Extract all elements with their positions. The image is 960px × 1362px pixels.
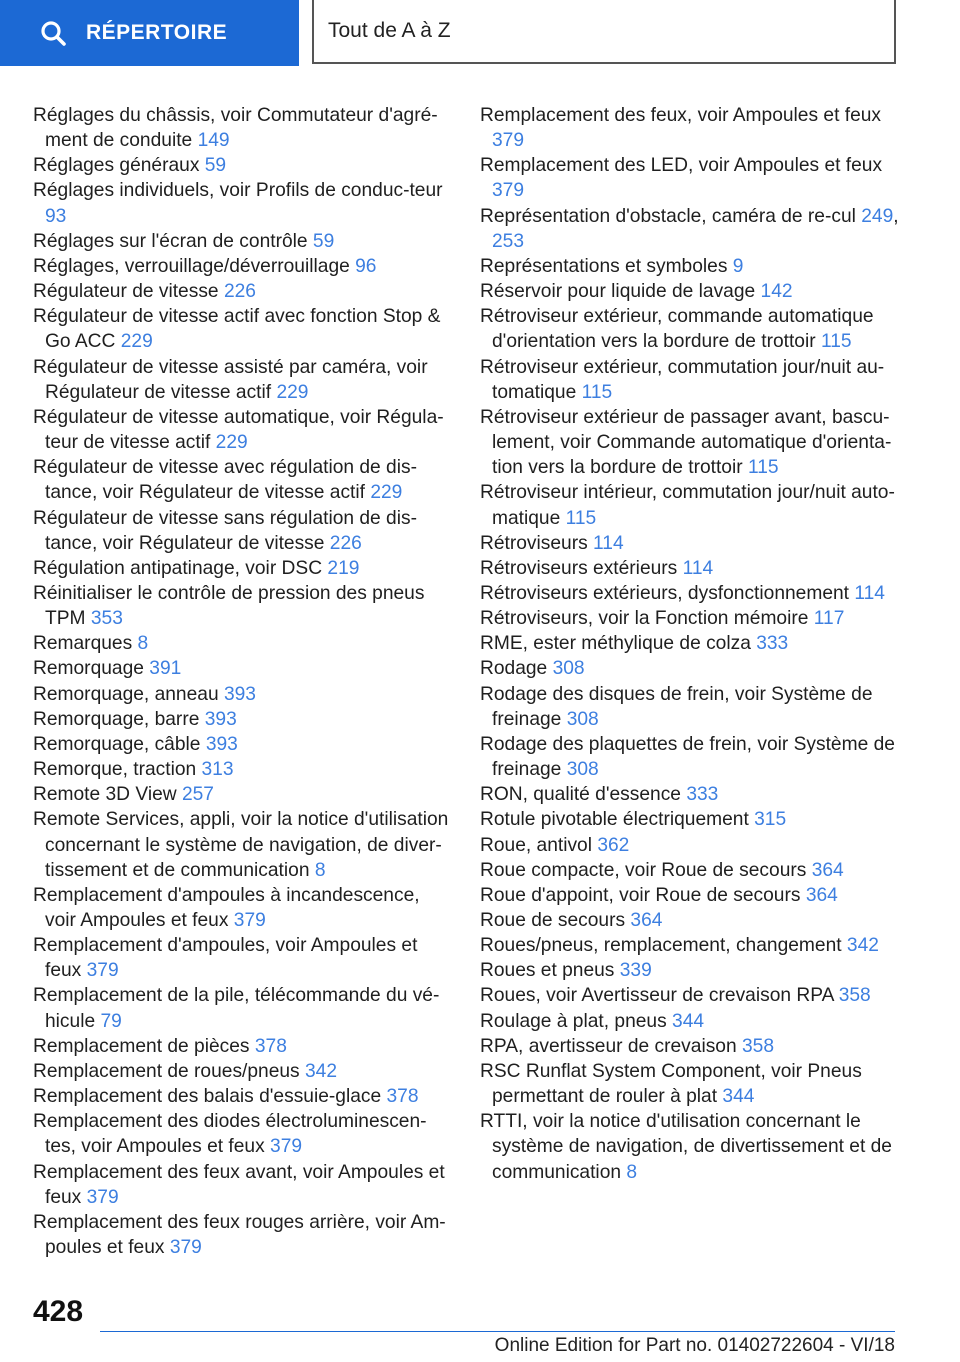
page-link[interactable]: 142 <box>760 281 793 303</box>
index-entry-text: Rétroviseurs, voir la Fonction mémoire <box>480 608 809 630</box>
page-link[interactable]: 393 <box>204 708 237 730</box>
page-link[interactable]: 8 <box>137 633 149 655</box>
index-entry-text: Roues et pneus <box>480 960 615 982</box>
page-link[interactable]: 315 <box>754 809 787 831</box>
index-entry-text: Rétroviseur extérieur, commande automatique d'orientation vers la bordure de trottoir <box>480 306 874 353</box>
index-entry-text: Représentations et symboles <box>480 255 728 277</box>
index-entry-text: Remorquage, anneau <box>33 683 219 705</box>
index-entry-text: Rétroviseurs extérieurs, dysfonctionnement <box>480 582 849 604</box>
index-entry <box>480 858 900 883</box>
header <box>0 0 960 66</box>
index-entry: Représentation d'obstacle, caméra de re-cul 249, 253 <box>480 205 899 252</box>
index-entry <box>480 1034 900 1059</box>
index-entry <box>480 1009 900 1034</box>
index-entry <box>480 958 900 983</box>
index-entry <box>33 304 449 354</box>
index-entry <box>480 355 900 405</box>
page-link[interactable]: 308 <box>566 708 599 730</box>
index-entry-text: Remote Services, appli, voir la notice d'utilisation concernant le système de navigation, de diver-tissement et de communication <box>33 809 449 881</box>
index-entry-text: Remorquage, câble <box>33 733 201 755</box>
index-entry <box>480 883 900 908</box>
page-link[interactable]: 391 <box>149 658 182 680</box>
index-entry <box>33 782 449 807</box>
index-entry <box>480 103 900 153</box>
index-entry-text: Rodage des plaquettes de frein, voir Système de freinage <box>480 733 895 781</box>
page-link[interactable]: 379 <box>492 180 525 202</box>
page-link[interactable]: 226 <box>223 281 256 303</box>
page-link[interactable]: 379 <box>86 960 119 982</box>
index-entry-text: Remplacement d'ampoules à incandescence, voir Ampoules et feux <box>33 884 420 931</box>
page-link[interactable]: 358 <box>742 1035 775 1057</box>
index-entry-text: Régulateur de vitesse automatique, voir Régula-teur de vitesse actif <box>33 406 444 454</box>
index-entry <box>33 103 449 153</box>
index-entry-text: Remplacement de pièces <box>33 1035 250 1057</box>
index-entry <box>33 1210 449 1260</box>
index-entry <box>480 1109 900 1184</box>
index-entry <box>33 279 449 304</box>
tab-directory-label: RÉPERTOIRE <box>86 21 228 44</box>
index-entry <box>480 254 900 279</box>
index-entry <box>33 1084 449 1109</box>
page-link[interactable]: 117 <box>813 608 845 630</box>
page-link[interactable]: 378 <box>254 1035 287 1057</box>
index-entry <box>480 782 900 807</box>
page-link[interactable]: 59 <box>312 230 335 252</box>
index-entry <box>33 153 449 178</box>
index-entry-text: Remplacement des balais d'essuie-glace <box>33 1086 382 1108</box>
index-entry-text: RPA, avertisseur de crevaison <box>480 1035 737 1057</box>
index-entry-text: Réglages individuels, voir Profils de conduc-teur <box>33 180 443 202</box>
page-link[interactable]: 96 <box>355 255 377 277</box>
index-entry <box>33 506 449 556</box>
index-entry-text: Régulateur de vitesse <box>33 281 219 303</box>
index-entry-text: Rétroviseur intérieur, commutation jour/nuit auto-matique <box>480 482 895 529</box>
index-entry <box>480 732 900 782</box>
page-link[interactable]: 115 <box>581 381 613 403</box>
index-entry <box>33 883 449 933</box>
index-entry-text: Régulateur de vitesse sans régulation de dis-tance, voir Régulateur de vitesse <box>33 507 417 554</box>
tab-directory[interactable] <box>0 0 299 66</box>
page-link[interactable]: 333 <box>756 633 789 655</box>
index-entry <box>480 933 900 958</box>
index-column-left <box>33 103 449 1260</box>
tab-a-to-z[interactable]: Tout de A à Z <box>312 0 896 64</box>
index-entry <box>33 254 449 279</box>
index-entry-text: RON, qualité d'essence <box>480 784 681 806</box>
page-link[interactable]: 115 <box>565 507 597 529</box>
page-link[interactable]: 229 <box>370 482 403 504</box>
page-link[interactable]: 226 <box>329 532 362 554</box>
index-entry-text: RSC Runflat System Component, voir Pneus permettant de rouler à plat <box>480 1060 862 1108</box>
page-link[interactable]: 344 <box>672 1010 705 1032</box>
index-entry <box>33 682 449 707</box>
page-link[interactable]: 308 <box>566 759 599 781</box>
index-entry-text: Remote 3D View <box>33 784 177 806</box>
index-entry-text: Réglages, verrouillage/déverrouillage <box>33 255 350 277</box>
index-entry <box>33 556 449 581</box>
page-link[interactable]: 364 <box>630 910 663 931</box>
page-link[interactable]: 249 <box>861 205 894 227</box>
index-entry-text: Roue de secours <box>480 910 626 931</box>
index-entry <box>480 153 900 203</box>
index-entry-text: Remplacement de roues/pneus <box>33 1060 300 1082</box>
index-entry <box>33 707 449 732</box>
page-link[interactable]: 115 <box>820 331 852 353</box>
page-link[interactable]: 379 <box>86 1186 119 1208</box>
index-entry <box>480 304 900 354</box>
index-entry-text: Roulage à plat, pneus <box>480 1010 667 1032</box>
index-entry-text: Rotule pivotable électriquement <box>480 809 749 831</box>
index-entry <box>33 355 449 405</box>
page-link[interactable]: 8 <box>314 859 326 881</box>
index-entry-text: Roue d'appoint, voir Roue de secours <box>480 884 801 906</box>
page-link[interactable]: 229 <box>215 432 248 454</box>
index-entry-text: Remplacement des feux, voir Ampoules et feux <box>480 105 882 126</box>
index-entry <box>33 178 449 228</box>
index-entry-text: Régulateur de vitesse avec régulation de dis-tance, voir Régulateur de vitesse actif <box>33 457 417 504</box>
index-entry <box>33 405 449 455</box>
index-entry <box>480 1059 900 1109</box>
index-entry-text: Roue compacte, voir Roue de secours <box>480 859 807 881</box>
page-link[interactable]: 333 <box>686 784 719 806</box>
index-entry-text: RTTI, voir la notice d'utilisation concernant le système de navigation, de divertissement et de communication <box>480 1111 892 1183</box>
index-entry <box>480 631 900 656</box>
index-entry-text: Réglages du châssis, voir Commutateur d'agré-ment de conduite <box>33 105 438 152</box>
page-link[interactable]: 342 <box>305 1060 338 1082</box>
index-entry-text: Remorque, traction <box>33 759 197 781</box>
index-entry-text: Rétroviseur extérieur de passager avant, bascu-lement, voir Commande automatique d'orienta-tion vers la bordure de trottoir <box>480 406 892 479</box>
page-link[interactable]: 253 <box>492 230 525 252</box>
page-link[interactable]: 149 <box>197 130 230 152</box>
page-link[interactable]: 342 <box>846 935 879 957</box>
index-entry-text: Remplacement des LED, voir Ampoules et feux <box>480 155 883 177</box>
page-link[interactable]: 393 <box>205 733 238 755</box>
index-entry <box>480 656 900 681</box>
page-link[interactable]: 79 <box>100 1010 122 1032</box>
page-link[interactable]: 308 <box>552 658 585 680</box>
page-link[interactable]: 9 <box>732 255 744 277</box>
footer-divider <box>100 1331 895 1332</box>
index-entry-text: Remorquage <box>33 658 144 680</box>
page-link[interactable]: 344 <box>722 1086 755 1108</box>
index-entry <box>480 279 900 304</box>
index-column-right <box>480 103 900 1185</box>
index-entry <box>480 556 900 581</box>
index-entry <box>480 581 900 606</box>
index-entry <box>480 682 900 732</box>
page-link[interactable]: 229 <box>120 331 153 353</box>
page-link[interactable]: 364 <box>805 884 838 906</box>
index-entry <box>33 455 449 505</box>
index-entry <box>33 656 449 681</box>
index-entry-text: Réglages généraux <box>33 155 200 177</box>
index-entry-text: Rétroviseurs extérieurs <box>480 557 678 579</box>
page-number: 428 <box>33 1295 84 1328</box>
footer-edition: Online Edition for Part no. 01402722604 - VI/18 <box>494 1335 895 1356</box>
index-entry <box>480 807 900 832</box>
index-entry <box>480 405 900 480</box>
page-link[interactable]: 93 <box>45 205 67 227</box>
page-link[interactable]: 229 <box>276 381 309 403</box>
page-link[interactable]: 8 <box>626 1161 638 1183</box>
page-link[interactable]: 379 <box>233 910 266 931</box>
page-link[interactable]: 379 <box>492 130 525 152</box>
index-entry <box>480 531 900 556</box>
index-entry <box>33 757 449 782</box>
search-icon <box>40 20 66 46</box>
index-entry-text: Remplacement d'ampoules, voir Ampoules et feux <box>33 935 418 982</box>
page-link[interactable]: 219 <box>327 557 360 579</box>
index-entry-text: Roues, voir Avertisseur de crevaison RPA <box>480 985 834 1007</box>
page-link[interactable]: 339 <box>619 960 652 982</box>
index-entry-text: Remplacement des diodes électroluminescen-tes, voir Ampoules et feux <box>33 1111 427 1158</box>
index-entry-text: Régulateur de vitesse actif avec fonction Stop & Go ACC <box>33 306 441 353</box>
index-entry <box>33 983 449 1033</box>
page-link[interactable]: 379 <box>169 1237 202 1259</box>
index-entry <box>480 833 900 858</box>
index-entry-text: Réglages sur l'écran de contrôle <box>33 230 308 252</box>
index-entry-text: Réservoir pour liquide de lavage <box>480 281 756 303</box>
index-entry-text: Remorquage, barre <box>33 708 200 730</box>
index-entry-text: Remplacement des feux rouges arrière, voir Am-poules et feux <box>33 1211 446 1259</box>
page-link[interactable]: 114 <box>593 532 624 554</box>
index-entry-text: Remplacement des feux avant, voir Ampoules et feux <box>33 1161 445 1208</box>
index-entry <box>33 933 449 983</box>
page-link[interactable]: 378 <box>386 1086 419 1108</box>
page-link[interactable]: 362 <box>597 834 630 856</box>
page-link[interactable]: 393 <box>223 683 256 705</box>
page-link[interactable]: 257 <box>181 784 214 806</box>
index-entry <box>33 1059 449 1084</box>
page-link[interactable]: 358 <box>838 985 871 1007</box>
index-entry-text: Roue, antivol <box>480 834 592 856</box>
index-entry-text: Remarques <box>33 633 133 655</box>
page-link[interactable]: 313 <box>201 759 234 781</box>
index-entry-text: Représentation d'obstacle, caméra de re-cul <box>480 205 856 227</box>
index-entry <box>33 732 449 757</box>
index-entry-text: RME, ester méthylique de colza <box>480 633 751 655</box>
index-entry-text: Roues/pneus, remplacement, changement <box>480 935 842 957</box>
index-entry-text: Rodage des disques de frein, voir Système de freinage <box>480 683 873 730</box>
index-entry <box>480 983 900 1008</box>
index-entry <box>33 807 449 882</box>
index-entry <box>33 229 449 254</box>
index-entry <box>480 480 900 530</box>
page-link[interactable]: 114 <box>682 557 714 579</box>
index-entry <box>480 908 900 933</box>
index-entry-text: Réinitialiser le contrôle de pression des pneus TPM <box>33 582 425 630</box>
index-entry <box>33 631 449 656</box>
index-entry-text: Régulation antipatinage, voir DSC <box>33 557 323 579</box>
page-link[interactable]: 114 <box>854 582 885 604</box>
index-entry-text: Régulateur de vitesse assisté par caméra, voir Régulateur de vitesse actif <box>33 356 428 403</box>
page-link[interactable]: 379 <box>270 1136 303 1158</box>
index-entry-text: Rodage <box>480 658 548 680</box>
index-entry <box>33 1034 449 1059</box>
index-entry-text: Remplacement de la pile, télécommande du vé-hicule <box>33 985 440 1032</box>
page-link[interactable]: 353 <box>90 608 123 630</box>
page-link[interactable]: 364 <box>811 859 844 881</box>
index-entry <box>33 1160 449 1210</box>
index-entry <box>33 581 449 631</box>
index-entry-text: Rétroviseur extérieur, commutation jour/nuit au-tomatique <box>480 356 885 403</box>
index-entry-text: Rétroviseurs <box>480 532 588 554</box>
page-link[interactable]: 115 <box>747 457 779 479</box>
index-entry <box>480 606 900 631</box>
index-entry <box>33 1109 449 1159</box>
page-link[interactable]: 59 <box>204 155 227 177</box>
